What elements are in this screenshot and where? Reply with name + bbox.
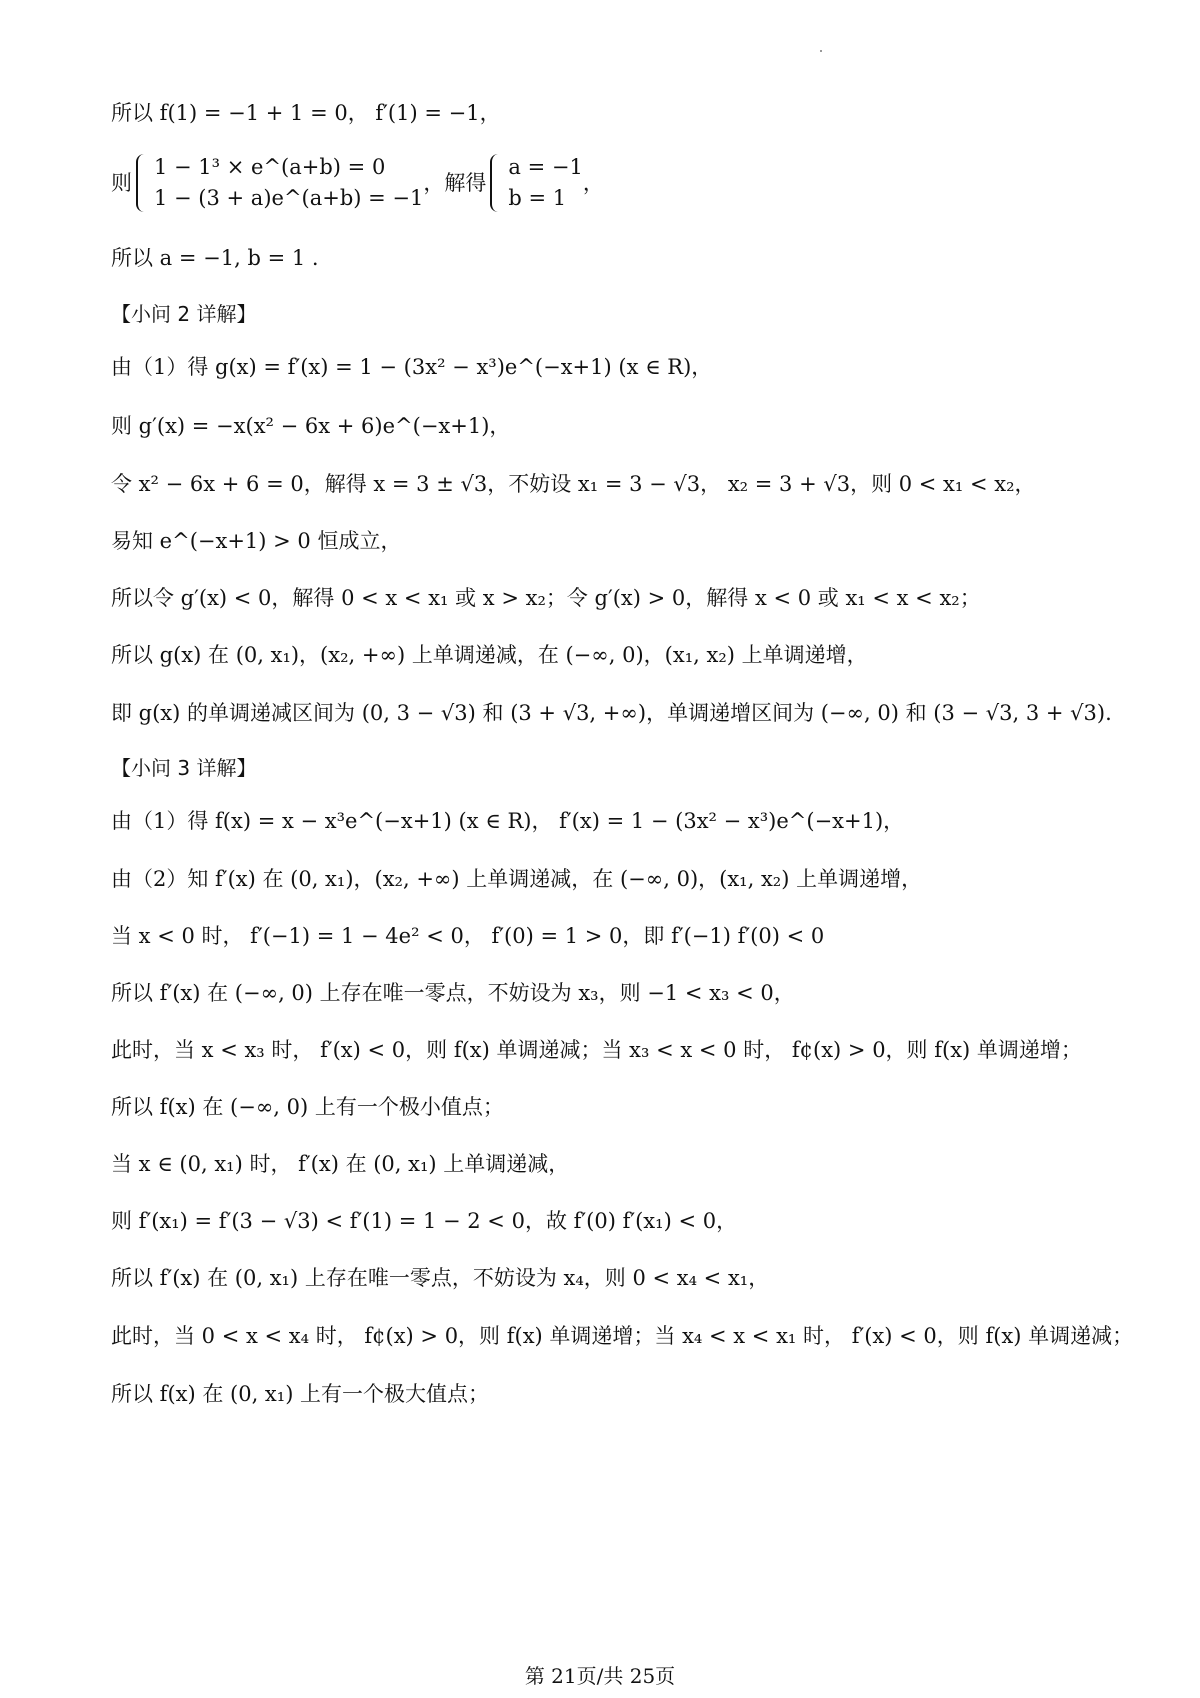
text-line: 此时，当 x < x₃ 时， f′(x) < 0，则 f(x) 单调递减；当 x₃ < x < 0 时， f¢(x) > 0，则 f(x) 单调递增； — [111, 1038, 1082, 1062]
system-equations — [154, 152, 423, 214]
text-line: 所以 a = −1, b = 1 . — [111, 246, 319, 270]
text-line: 由（1）得 g(x) = f′(x) = 1 − (3x² − x³)e^(−x+1) (x ∈ R)， — [111, 355, 713, 379]
text-line: 所以 f′(x) 在 (0, x₁) 上存在唯一零点，不妨设为 x₄，则 0 < x₄ < x₁， — [111, 1266, 770, 1290]
system-equation: 1 − 1³ × e^(a+b) = 0 — [154, 155, 386, 179]
text-line: 所以 f′(x) 在 (−∞, 0) 上存在唯一零点，不妨设为 x₃，则 −1 < x₃ < 0， — [111, 981, 795, 1005]
equation-system — [111, 152, 1140, 214]
text-line: 所以令 g′(x) < 0，解得 0 < x < x₁ 或 x > x₂；令 g′(x) > 0，解得 x < 0 或 x₁ < x < x₂； — [111, 586, 981, 610]
text-line: 当 x ∈ (0, x₁) 时， f′(x) 在 (0, x₁) 上单调递减， — [111, 1152, 570, 1176]
left-brace — [490, 154, 502, 212]
system-solution — [508, 152, 582, 214]
left-brace — [136, 154, 148, 212]
text-line: 则 g′(x) = −x(x² − 6x + 6)e^(−x+1)， — [111, 414, 511, 438]
text-line: 此时，当 0 < x < x₄ 时， f¢(x) > 0，则 f(x) 单调递增；当 x₄ < x < x₁ 时， f′(x) < 0，则 f(x) 单调递减； — [111, 1324, 1134, 1348]
text-line: 令 x² − 6x + 6 = 0，解得 x = 3 ± √3，不妨设 x₁ = 3 − √3， x₂ = 3 + √3，则 0 < x₁ < x₂， — [111, 472, 1036, 496]
text-line: 所以 f(x) 在 (0, x₁) 上有一个极大值点； — [111, 1382, 490, 1406]
section-heading: 【小问 2 详解】 — [111, 302, 257, 326]
system-equation: 1 − (3 + a)e^(a+b) = −1 — [154, 186, 424, 210]
text-line: 当 x < 0 时， f′(−1) = 1 − 4e² < 0， f′(0) = 1 > 0，即 f′(−1) f′(0) < 0 — [111, 924, 825, 948]
text-line: 由（2）知 f′(x) 在 (0, x₁)，(x₂, +∞) 上单调递减，在 (−∞, 0)，(x₁, x₂) 上单调递增， — [111, 867, 923, 891]
text-line: 则 f′(x₁) = f′(3 − √3) < f′(1) = 1 − 2 < 0，故 f′(0) f′(x₁) < 0， — [111, 1209, 738, 1233]
page-footer: 第 21页/共 25页 — [524, 1664, 676, 1688]
section-heading: 【小问 3 详解】 — [111, 756, 257, 780]
solution-row: a = −1 — [508, 155, 583, 179]
text-line: 所以 f(x) 在 (−∞, 0) 上有一个极小值点； — [111, 1095, 504, 1119]
text-line: 即 g(x) 的单调递减区间为 (0, 3 − √3) 和 (3 + √3, +∞)，单调递增区间为 (−∞, 0) 和 (3 − √3, 3 + √3). — [111, 701, 1112, 725]
solution-row: b = 1 — [508, 186, 567, 210]
text-line: 易知 e^(−x+1) > 0 恒成立， — [111, 529, 402, 553]
text-line: 所以 f(1) = −1 + 1 = 0， f′(1) = −1， — [111, 101, 501, 125]
system-lead: 则 — [111, 171, 132, 195]
text-line: 由（1）得 f(x) = x − x³e^(−x+1) (x ∈ R)， f′(x) = 1 − (3x² − x³)e^(−x+1)， — [111, 809, 905, 833]
system-mid: ，解得 — [423, 171, 487, 195]
system-tail: ， — [582, 171, 604, 195]
scan-dot — [820, 50, 822, 52]
text-line: 所以 g(x) 在 (0, x₁)，(x₂, +∞) 上单调递减，在 (−∞, 0)，(x₁, x₂) 上单调递增， — [111, 643, 868, 667]
